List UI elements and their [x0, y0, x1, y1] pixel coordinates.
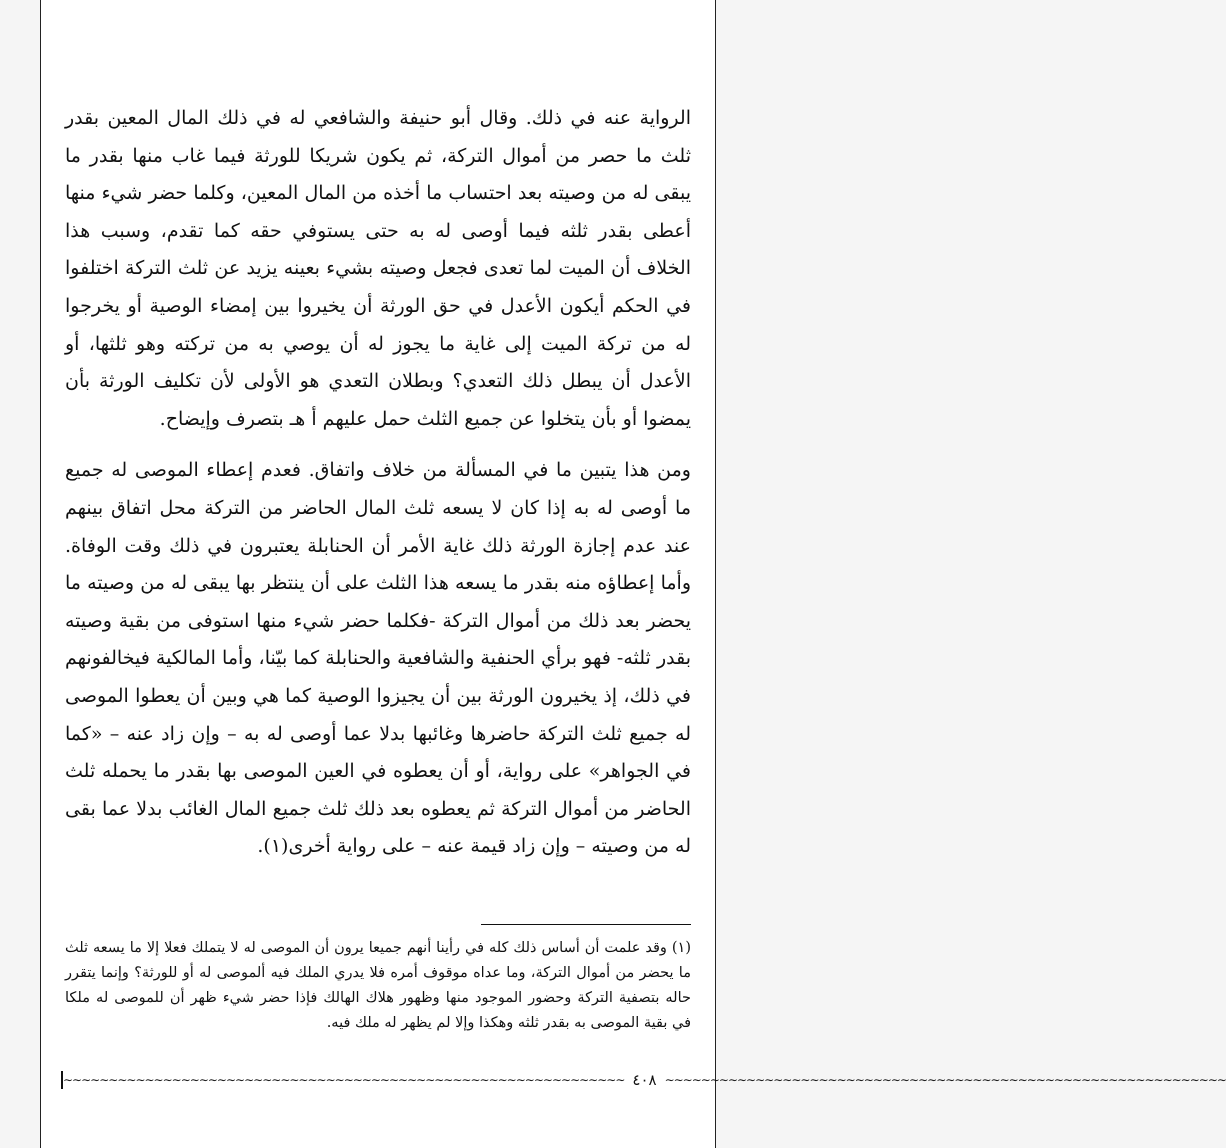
footnote-separator [481, 924, 691, 925]
page-number: ٤٠٨ [632, 1071, 657, 1089]
footer-wavy-rule-right: ∼∼∼∼∼∼∼∼∼∼∼∼∼∼∼∼∼∼∼∼∼∼∼∼∼∼∼∼∼∼∼∼∼∼∼∼∼∼∼∼∼∼∼∼∼∼∼∼∼∼∼∼∼∼∼∼∼∼∼∼∼∼ [664, 1073, 1226, 1087]
paragraph-2: ومن هذا يتبين ما في المسألة من خلاف واتفاق. فعدم إعطاء الموصى له جميع ما أوصى له به إذا كان لا يسعه ثلث المال الحاضر من التركة محل اتفاق بينهم عند عدم إجازة الورثة ذلك غاية الأمر أن الحنابلة يعتبرون في ذلك وقت الوفاة. وأما إعطاؤه منه بقدر ما يسعه هذا الثلث على أن ينتظر بها يبقى له من وصيته ما يحضر بعد ذلك من أموال التركة -فكلما حضر شيء منها استوفى من بقية وصيته بقدر ثلثه- فهو برأي الحنفية والشافعية والحنابلة كما بيّنا، وأما المالكية فيخالفونهم في ذلك، إذ يخيرون الورثة بين أن يجيزوا الوصية كما هي وبين أن يعطوا الموصى له جميع ثلث التركة حاضرها وغائبها بدلا عما أوصى له به – وإن زاد عنه – «كما في الجواهر» على رواية، أو أن يعطوه في العين الموصى بها بقدر ما يحمله ثلث الحاضر من أموال التركة ثم يعطوه بعد ذلك ثلث جميع المال الغائب بدلا عما بقى له من وصيته – وإن زاد قيمة عنه – على رواية أخرى(١). [65, 459, 691, 858]
paragraph-1: الرواية عنه في ذلك. وقال أبو حنيفة والشافعي له في ذلك المال المعين بقدر ثلث ما حصر من أموال التركة، ثم يكون شريكا للورثة فيما غاب منها بقدر ما يبقى له من وصيته بعد احتساب ما أخذه من المال المعين، وكلما حضر شيء منها أعطى بقدر ثلثه فيما أوصى له به حتى يستوفي حقه كما تقدم، وسبب هذا الخلاف أن الميت لما تعدى فجعل وصيته بشيء بعينه يزيد عن ثلث التركة اختلفوا في الحكم أيكون الأعدل في حق الورثة أن يخيروا بين إمضاء الوصية أو يخرجوا له من تركة الميت إلى غاية ما يجوز له أن يوصي به من تركته وهو ثلثها، أو الأعدل أن يبطل ذلك التعدي؟ وبطلان التعدي هو الأولى لأن تكليف الورثة بأن يمضوا أو بأن يتخلوا عن جميع الثلث حمل عليهم أ هـ بتصرف وإيضاح. [65, 107, 691, 430]
footnote [65, 936, 691, 1036]
page-footer [61, 1068, 1226, 1092]
footer-wavy-rule-left: ∼∼∼∼∼∼∼∼∼∼∼∼∼∼∼∼∼∼∼∼∼∼∼∼∼∼∼∼∼∼∼∼∼∼∼∼∼∼∼∼∼∼∼∼∼∼∼∼∼∼∼∼∼∼∼∼∼∼∼∼∼∼ [63, 1073, 625, 1087]
footnote-text: (١) وقد علمت أن أساس ذلك كله في رأينا أنهم جميعا يرون أن الموصى له لا يتملك فعلا إلا ما يسعه ثلث ما يحضر من أموال التركة، وما عداه موقوف أمره فلا يدري الملك فيه ألموصى له أو للورثة؟ وإنما يتقرر حاله بتصفية التركة وحضور الموجود منها وظهور هلاك الهالك فإذا حضر شيء ظهر أن للموصى له ملكا في بقية الموصى به بقدر ثلثه وهكذا وإلا لم يظهر له ملك فيه. [65, 940, 691, 1031]
main-text [65, 100, 691, 866]
book-page [40, 0, 1226, 1148]
